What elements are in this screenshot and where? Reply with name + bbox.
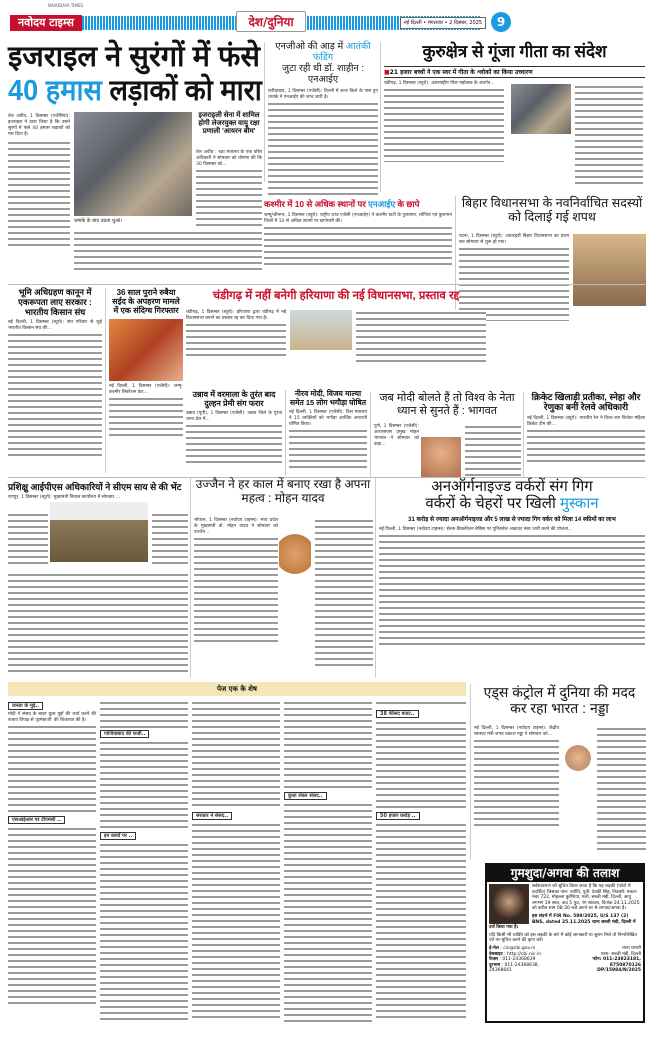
- page-number: 9: [491, 12, 511, 32]
- missing-officer: थाना प्रभारी: [621, 945, 641, 951]
- missing-appeal: यदि किसी भी व्यक्ति को इस लड़की के बारे में कोई जानकारी या सुराग मिले तो निम्नलिखित पते पर सूचित करने की कृपा करें।: [489, 932, 637, 944]
- bhagwat-body-2: [465, 424, 521, 476]
- gig-headline-highlight: मुस्कान: [560, 495, 599, 513]
- gig-headline-2: [379, 495, 645, 512]
- bhoomi-headline: भूमि अधिग्रहण कानून में एकरूपता लाए सरकार : भारतीय किसान संघ: [18, 287, 92, 317]
- aids-dateline: नई दिल्ली, 1 दिसम्बर (नवोदय टाइम्स): केंद्रीय स्वास्थ्य मंत्री जगत प्रकाश नड्डा ने सोमवार को...: [474, 726, 559, 737]
- section-tab: देश/दुनिया: [236, 11, 306, 32]
- missing-ref: DP/15984/N/2025: [597, 968, 641, 974]
- cricket-story: [523, 392, 645, 477]
- logo: नवोदय टाइम्स: [10, 15, 82, 31]
- continued-col-2: [100, 700, 188, 1040]
- chandigarh-dateline: चंडीगढ़, 1 दिसम्बर (ब्यूरो): हरियाणा द्वारा चंडीगढ़ में नई विधानसभा बनाने का प्रस्ताव रद्द कर दिया गया है।: [186, 310, 286, 321]
- continued-section: [8, 682, 466, 1042]
- chandigarh-photo: [290, 310, 352, 350]
- continued-subhead: सरकार ने संसद..: [192, 812, 232, 820]
- contact-website[interactable]: : http://cbi.nic.in: [504, 951, 542, 957]
- bhagwat-dateline: पुणे, 1 दिसम्बर (एजेंसी): आरएसएस प्रमुख मोहन भागवत ने सोमवार को कहा...: [374, 424, 419, 447]
- ips-body: [8, 495, 188, 501]
- small-label: NAVODAYA TIMES: [48, 3, 84, 8]
- bhagwat-body: [374, 424, 419, 448]
- continued-subhead: गाजियाबाद की फर्जी..: [100, 730, 149, 738]
- ujjain-story: [190, 478, 372, 678]
- continued-col-1: [8, 700, 96, 1040]
- gig-body: [379, 527, 645, 648]
- missing-notice: [485, 863, 645, 1023]
- ips-headline: प्रशिक्षु आईपीएस अधिकारियों ने सीएम साय से की भेंट: [8, 482, 182, 492]
- kurukshetra-body-2: [575, 84, 643, 184]
- masthead: [0, 0, 650, 42]
- continued-subhead: एसआईआर पर टीएमसी ..: [8, 816, 65, 824]
- rubaiya-body: [109, 384, 183, 436]
- kashmir-dateline: जम्मू/श्रीनगर, 1 दिसम्बर (ब्यूरो): राष्ट्रीय जांच एजेंसी (एनआईए) ने कश्मीर घाटी के पुलवामा, शोपियां एवं कुलगाम जिलों में 10 से अधिक स्थानों पर छापेमारी की।: [264, 212, 452, 224]
- bhagwat-headline: जब मोदी बोलते हैं तो विश्व के नेता ध्यान से सुनते हैं : भागवत: [379, 392, 515, 417]
- continued-title: पेज एक के शेष: [8, 682, 466, 696]
- ujjain-dateline: भोपाल, 1 दिसम्बर (नवोदय टाइम्स): मध्य प्रदेश के मुख्यमंत्री डॉ. मोहन यादव ने सोमवार को उज्जैन...: [194, 518, 278, 535]
- lead-headline-rest: लड़ाकों को मारा: [109, 75, 262, 107]
- continued-col-4: [284, 700, 372, 1040]
- ngo-headline: [268, 42, 378, 86]
- missing-body: सर्वसाधारण को सूचित किया जाता है कि यह लड़की (फोटो में प्रदर्शित) जिसका नाम: ज्योति, पुत्री: देवकी सिंह, निवासी: मकान नंबर 722, मोहल्ला कुरेशिया, गली, सब्जी मंडी, दिल्ली, आयु लगभग 19 साल, कद 5 फुट, रंग सांवला, दिनांक 24.11.2025 को करीब शाम 08:30 बजे अपने घर से लापता/अगवा है।: [532, 884, 640, 912]
- ips-story: [8, 482, 188, 677]
- missing-contacts: [489, 946, 562, 974]
- bhagwat-story: [370, 392, 520, 477]
- continued-subhead: कुत्ता लेकर संसद..: [284, 792, 327, 800]
- gig-headline-1: अनऑर्गनाइज्ड वर्करों संग गिग: [431, 478, 593, 495]
- lead-side-headline: इजराइली सेना में शामिल होगी लेजरयुक्त वायु रक्षा प्रणाली 'आयरन बीम': [198, 112, 260, 136]
- missing-title: गुमशुदा/अगवा की तलाश: [487, 865, 643, 882]
- lead-story: [8, 40, 262, 278]
- missing-officer-block: [562, 946, 641, 974]
- ngo-headline-c: जुटा रही थी डॉ. शाहीन : एनआईए: [282, 62, 364, 85]
- kashmir-story: [264, 200, 452, 280]
- lead-photo: [74, 112, 192, 216]
- continued-subhead: जनता के मुद्दे..: [8, 702, 43, 710]
- ngo-story: [264, 42, 378, 182]
- lead-headline-2: [8, 74, 262, 108]
- ngo-headline-highlight: आतंकी फंडिंग: [312, 41, 371, 63]
- divider: [8, 284, 645, 285]
- ngo-headline-a: एनजीओ की आड़ में: [275, 41, 346, 52]
- unnao-story: [186, 390, 282, 475]
- gig-headline-2a: वर्करों के चेहरों पर खिली: [425, 495, 561, 513]
- lead-body: [8, 114, 70, 277]
- ujjain-body: [194, 518, 278, 646]
- kurukshetra-body: [384, 81, 504, 162]
- cricket-body: [527, 416, 645, 463]
- chandigarh-headline: चंडीगढ़ में नहीं बनेगी हरियाणा की नई विधानसभा, प्रस्ताव रद्द: [212, 290, 460, 302]
- bhoomi-dateline: नई दिल्ली, 1 दिसम्बर (ब्यूरो): संघ परिवार से जुड़े भारतीय किसान संघ की...: [8, 320, 102, 332]
- contact-label: ई-मेल: [489, 945, 499, 951]
- rubaiya-photo: [109, 319, 183, 381]
- nirav-headline: नीरव मोदी, विजय माल्या समेत 15 लोग भगौड़ा घोषित: [289, 389, 367, 407]
- aids-story: [470, 684, 645, 860]
- gig-dateline: नई दिल्ली, 1 दिसम्बर (नवोदय टाइम्स): सेल्फ-डिक्लेरेशन बेसिस पर यूनिवर्सल अकाउंट नंबर जारी करने की योजना...: [379, 527, 573, 533]
- gig-story: [375, 478, 645, 678]
- ips-body-4: [8, 572, 188, 672]
- continued-col-5: [376, 700, 466, 1040]
- contact-label: फैक्स: [489, 957, 498, 963]
- lead-side-dateline: तेल अवीव : रक्षा मंत्रालय के एक वरिष्ठ अधिकारी ने सोमवार को घोषणा की कि 30 दिसम्बर को...: [196, 150, 262, 167]
- gig-subheadline: 31 करोड़ से ज्यादा अनऑर्गनाइज्ड और 5 लाख से ज्यादा गिग वर्कर को मिला 14 स्कीमों का लाभ: [408, 516, 616, 523]
- ips-body-2: [8, 512, 48, 567]
- continued-subhead: इन कार्यों पर ..: [100, 832, 136, 840]
- lead-side-body: [196, 150, 262, 238]
- lead-headline-highlight: 40 हमास: [8, 75, 102, 107]
- ujjain-body-2: [315, 518, 373, 668]
- nirav-body: [289, 410, 367, 468]
- aids-body-2: [597, 726, 646, 851]
- lead-bottom-text: [74, 230, 262, 270]
- kurukshetra-dateline: चंडीगढ़, 1 दिसम्बर (ब्यूरो): अंतरराष्ट्रीय गीता महोत्सव के अंतर्गत...: [384, 80, 495, 86]
- aids-headline: एड्स कंट्रोल में दुनिया की मदद कर रहा भारत : नड्डा: [483, 684, 636, 717]
- kashmir-headline-c: के छापे: [395, 199, 420, 209]
- ngo-dateline: फरीदाबाद, 1 दिसम्बर (एजेंसी): दिल्ली में लाल किले के पास हुए धमाके ने एनआईए की जांच जारी है।: [268, 88, 378, 100]
- cricket-dateline: नई दिल्ली, 1 दिसम्बर (ब्यूरो): भारतीय रेल ने विश्व कप विजेता महिला क्रिकेट टीम की...: [527, 415, 645, 427]
- bihar-headline: बिहार विधानसभा के नवनिर्वाचित सदस्यों को दिलाई गई शपथ: [461, 196, 643, 225]
- bhagwat-photo: [421, 437, 461, 477]
- cricket-headline: क्रिकेट खिलाड़ी प्रतीका, स्नेहा और रेणुका बनीं रेलवे अधिकारी: [531, 392, 641, 413]
- contact-label: दूरभाष: [489, 962, 501, 968]
- ujjain-headline: उज्जैन ने हर काल में बनाए रखा है अपना महत्व : मोहन यादव: [195, 477, 371, 505]
- kashmir-headline: [264, 200, 452, 210]
- rubaiya-story: [105, 288, 183, 473]
- rubaiya-dateline: नई दिल्ली, 1 दिसम्बर (एजेंसी): जम्मू-कश्मीर लिबरेशन फ्रंट...: [109, 383, 183, 395]
- unnao-dateline: उन्नाव (यूपी), 1 दिसम्बर (एजेंसी): उन्नाव जिले के पुरवा थाना क्षेत्र में...: [186, 411, 282, 423]
- missing-fir: इस संदर्भ में FIR No. 589/2025, U/S 137 (2) BNS, dated 25.11.2025 थाना सब्जी मंडी, दिल्ली में दर्ज किया गया है।: [489, 913, 636, 931]
- aids-photo: [563, 742, 593, 782]
- bhoomi-story: [8, 288, 102, 473]
- lead-headline-1: इजराइल ने सुरंगों में फंसे: [8, 41, 260, 73]
- ips-dateline: रायपुर, 1 दिसम्बर (ब्यूरो): मुख्यमंत्री निवास कार्यालय में सोमवार ...: [8, 495, 121, 501]
- unnao-headline: उन्नाव में वरमाला के तुरंत बाद दुल्हन प्रेमी संग फरार: [192, 390, 276, 409]
- chandigarh-body: [186, 310, 286, 357]
- ips-body-3: [152, 512, 188, 567]
- contact-phone: : 011-24368638, 24368641: [489, 962, 540, 974]
- missing-phone: फोन: 011-23823181, 8750870126: [592, 957, 641, 968]
- ips-photo: [50, 502, 148, 562]
- bihar-photo: [573, 234, 646, 306]
- bhoomi-body: [8, 320, 102, 457]
- kashmir-headline-a: कश्मीर में 10 से अधिक स्थानों पर: [264, 199, 369, 209]
- continued-subhead: 38 फीसद बजट..: [376, 710, 419, 718]
- dateline: नई दिल्ली • मंगलवार • 2 दिसंबर, 2025: [400, 17, 486, 29]
- bihar-dateline: पटना, 1 दिसम्बर (ब्यूरो): अठारहवीं बिहार विधानसभा का प्रथम सत्र सोमवार से शुरू हो गया।: [459, 234, 569, 245]
- chandigarh-body-2: [356, 310, 486, 365]
- rubaiya-headline: 36 साल पुराने रुबैया सईद के अपहरण मामले में एक संदिग्ध गिरफ्तार: [112, 288, 180, 316]
- missing-station: थाना- सब्जी मंडी, दिल्ली: [600, 951, 641, 957]
- nirav-story: [285, 390, 367, 475]
- lead-photo-caption: धमाके के बाद उठता धुआं।: [74, 218, 123, 224]
- nirav-dateline: नई दिल्ली, 1 दिसम्बर (एजेंसी): वित्त मंत्रालय ने 15 व्यक्तियों को भगौड़ा आर्थिक अपराधी घोषित किया।: [289, 410, 367, 428]
- ngo-body: [268, 89, 378, 196]
- continued-col-3: [192, 700, 280, 1040]
- contact-label: वेबसाइट: [489, 951, 503, 957]
- ujjain-photo: [279, 530, 311, 590]
- contact-fax: : 011-24368639: [499, 957, 536, 963]
- continued-lead-text: मोदी ने संसद के बाहर कुछ मुद्दों की चर्चा करने की बजाय विपक्ष से 'ड्रामेबाजी' की शिकायत की है।: [8, 712, 96, 723]
- kurukshetra-sub-text: 21 हजार बच्चों ने एक स्वर में गीता के श्लोकों का किया उच्चारण: [389, 68, 533, 76]
- kurukshetra-subheadline: ■21 हजार बच्चों ने एक स्वर में गीता के श्लोकों का किया उच्चारण: [384, 66, 645, 78]
- kashmir-headline-highlight: एनआईए: [368, 199, 396, 209]
- kashmir-body: [264, 213, 452, 265]
- kurukshetra-story: [380, 42, 645, 192]
- aids-body: [474, 726, 559, 828]
- unnao-body: [186, 411, 282, 463]
- lead-dateline: तेल अवीव, 1 दिसम्बर (एजेंसियां): इजराइल ने दावा किया है कि उसने सुरंगों में फंसे 40 हमास लड़ाकों को मार दिया है।: [8, 114, 70, 137]
- chandigarh-story: [186, 290, 486, 385]
- kurukshetra-photo: [511, 84, 571, 134]
- contact-email[interactable]: : cic@cbi.gov.in: [500, 945, 536, 951]
- kurukshetra-headline: कुरुक्षेत्र से गूंजा गीता का संदेश: [422, 42, 607, 61]
- missing-photo: [489, 884, 529, 924]
- continued-subhead: 50 हजार करोड़ ..: [376, 812, 420, 820]
